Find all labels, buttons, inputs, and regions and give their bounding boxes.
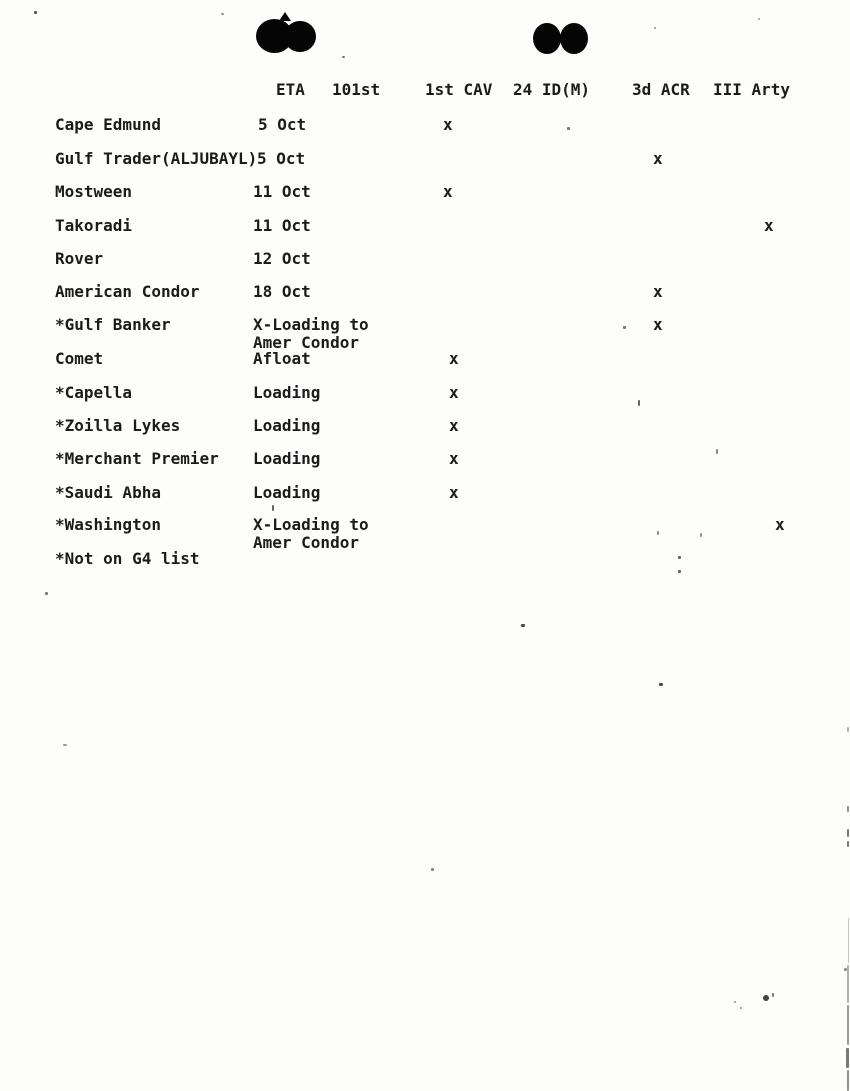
ship-name: *Merchant Premier [55,449,219,468]
ship-name: *Washington [55,515,161,534]
scan-edge-streak [847,1005,849,1045]
mark-1st-cav: x [449,483,459,502]
eta-value: Loading [253,449,321,468]
table-row [0,515,850,552]
ship-name: Mostween [55,182,133,201]
redaction-oval-icon [560,23,588,54]
table-row [0,149,850,172]
eta-value: 18 Oct [253,282,311,301]
mark-1st-cav: x [449,383,459,402]
redaction-oval-icon [284,21,316,52]
scan-edge-streak [846,1048,849,1068]
scan-speck [659,683,663,686]
eta-value-line2: Amer Condor [253,533,359,552]
scan-edge-streak [847,1070,849,1091]
scan-speck [772,993,774,997]
table-row [0,483,850,506]
eta-value-line2: Amer Condor [253,333,359,352]
ship-name: Gulf Trader(ALJUBAYL) [55,149,258,168]
scan-speck [623,326,626,329]
column-header-iii-arty: III Arty [713,80,791,99]
eta-value: Loading [253,383,321,402]
scan-edge-streak [848,918,849,963]
eta-value: Loading [253,483,321,502]
scan-speck [654,27,656,29]
table-row [0,216,850,239]
eta-value: 11 Oct [253,182,311,201]
redaction-oval-icon [533,23,561,54]
ship-name: Takoradi [55,216,133,235]
column-header-3d-acr: 3d ACR [632,80,690,99]
scan-speck [45,592,48,595]
eta-value: 12 Oct [253,249,311,268]
mark-3d-acr: x [653,282,663,301]
scan-speck [678,570,681,573]
table-row [0,249,850,272]
scan-speck [758,18,760,20]
table-header-row [0,80,850,103]
footnote-text: *Not on G4 list [55,549,200,568]
ship-name: American Condor [55,282,200,301]
table-row [0,383,850,406]
scan-speck [716,449,718,454]
scan-speck [678,556,681,559]
scan-speck [272,505,274,511]
mark-3d-acr: x [653,315,663,334]
ship-name: *Capella [55,383,133,402]
mark-1st-cav: x [449,349,459,368]
mark-1st-cav: x [443,182,453,201]
column-header-101st: 101st [332,80,381,99]
scan-speck [734,1001,736,1003]
scan-speck [521,624,525,627]
scan-speck [431,868,434,871]
mark-3d-acr: x [653,149,663,168]
table-row [0,182,850,205]
scan-speck [638,400,640,406]
eta-value: 11 Oct [253,216,311,235]
scan-edge-streak [847,727,849,732]
scan-edge-streak [847,841,849,847]
eta-value: 5 Oct [258,115,307,134]
ship-name: *Gulf Banker [55,315,171,334]
table-row [0,115,850,138]
scan-speck [657,531,659,535]
scan-speck [567,127,570,130]
mark-iii-arty: x [775,515,785,534]
scan-edge-streak [847,965,849,1003]
eta-value: X-Loading to [253,515,369,534]
scan-speck [700,533,702,537]
eta-value: 5 Oct [257,149,306,168]
eta-value: Loading [253,416,321,435]
mark-iii-arty: x [764,216,774,235]
table-row [0,282,850,305]
ship-name: *Zoilla Lykes [55,416,181,435]
scan-edge-streak [847,806,849,812]
scan-speck [63,744,67,746]
scan-speck [342,56,345,58]
column-header-eta: ETA [276,80,305,99]
ship-name: *Saudi Abha [55,483,161,502]
scan-edge-streak [847,829,849,837]
scan-speck [34,11,37,14]
ship-name: Comet [55,349,104,368]
mark-1st-cav: x [449,449,459,468]
eta-value: X-Loading to [253,315,369,334]
mark-1st-cav: x [443,115,453,134]
ship-name: Rover [55,249,104,268]
footnote-row [0,549,850,572]
table-row [0,315,850,352]
ship-name: Cape Edmund [55,115,161,134]
table-row [0,416,850,439]
scan-speck [763,995,769,1001]
scan-speck [221,13,224,15]
column-header-24-id-m: 24 ID(M) [513,80,591,99]
eta-value: Afloat [253,349,311,368]
table-row [0,449,850,472]
mark-1st-cav: x [449,416,459,435]
column-header-1st-cav: 1st CAV [425,80,493,99]
scan-speck [740,1007,742,1009]
table-row [0,349,850,372]
